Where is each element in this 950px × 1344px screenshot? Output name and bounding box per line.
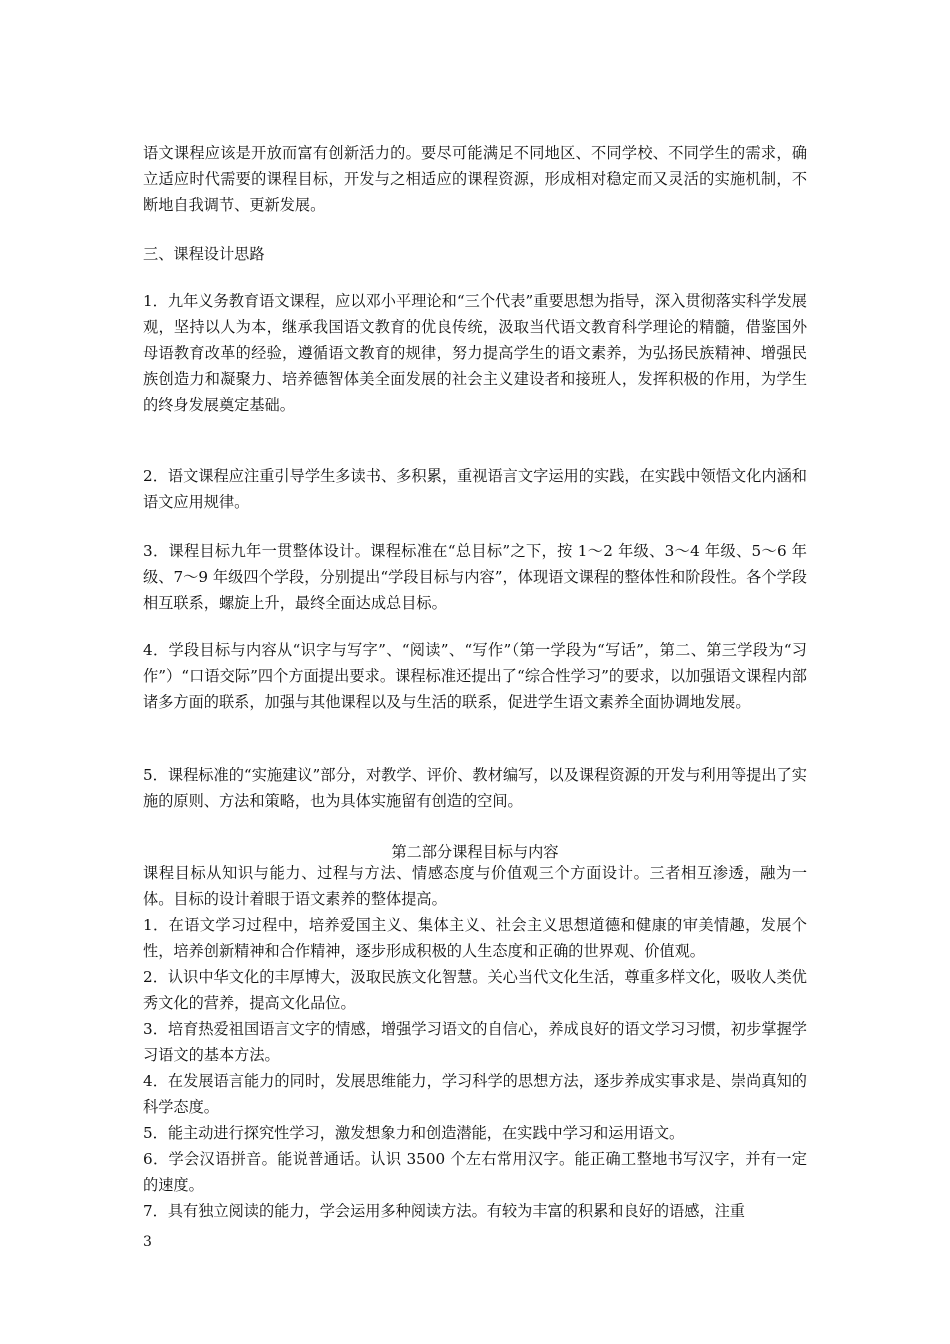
section3-heading: [143, 241, 807, 267]
goal-item: 4．在发展语言能力的同时，发展思维能力，学习科学的思想方法，逐步养成实事求是、崇尚真知的科学态度。: [143, 1072, 807, 1116]
part2-body: [143, 860, 807, 1224]
design-item-5-text: 5．课程标准的“实施建议”部分，对教学、评价、教材编写，以及课程资源的开发与利用等提出了实施的原则、方法和策略，也为具体实施留有创造的空间。: [143, 766, 807, 810]
goal-item: 3．培育热爱祖国语言文字的情感，增强学习语文的自信心，养成良好的语文学习习惯，初步掌握学习语文的基本方法。: [143, 1020, 807, 1064]
intro-paragraph: [143, 140, 807, 218]
design-item-4-text: 4．学段目标与内容从“识字与写字”、“阅读”、“写作”（第一学段为“写话”，第二、第三学段为“习作”）“口语交际”四个方面提出要求。课程标准还提出了“综合性学习”的要求，以加强语文课程内部诸多方面的联系，加强与其他课程以及与生活的联系，促进学生语文素养全面协调地发展。: [143, 641, 807, 711]
design-item-4: [143, 637, 807, 715]
goal-item: 6．学会汉语拼音。能说普通话。认识 3500 个左右常用汉字。能正确工整地书写汉字，并有一定的速度。: [143, 1150, 807, 1194]
design-item-1-text: 1．九年义务教育语文课程，应以邓小平理论和“三个代表”重要思想为指导，深入贯彻落实科学发展观，坚持以人为本，继承我国语文教育的优良传统，汲取当代语文教育科学理论的精髓，借鉴国外母语教育改革的经验，遵循语文教育的规律，努力提高学生的语文素养，为弘扬民族精神、增强民族创造力和凝聚力、培养德智体美全面发展的社会主义建设者和接班人，发挥积极的作用，为学生的终身发展奠定基础。: [143, 292, 807, 414]
goal-item: 7．具有独立阅读的能力，学会运用多种阅读方法。有较为丰富的积累和良好的语感，注重: [143, 1202, 745, 1220]
design-item-3: [143, 538, 807, 616]
goal-item: 1．在语文学习过程中，培养爱国主义、集体主义、社会主义思想道德和健康的审美情趣，发展个性，培养创新精神和合作精神，逐步形成积极的人生态度和正确的世界观、价值观。: [143, 916, 807, 960]
design-item-1: [143, 288, 807, 418]
part2-intro: 课程目标从知识与能力、过程与方法、情感态度与价值观三个方面设计。三者相互渗透，融为一体。目标的设计着眼于语文素养的整体提高。: [143, 864, 807, 908]
section3-heading-text: 三、课程设计思路: [143, 245, 265, 263]
goal-item: 2．认识中华文化的丰厚博大，汲取民族文化智慧。关心当代文化生活，尊重多样文化，吸收人类优秀文化的营养，提高文化品位。: [143, 968, 807, 1012]
intro-text: 语文课程应该是开放而富有创新活力的。要尽可能满足不同地区、不同学校、不同学生的需求，确立适应时代需要的课程目标，开发与之相适应的课程资源，形成相对稳定而又灵活的实施机制，不断地自我调节、更新发展。: [143, 144, 807, 214]
part2-title: 第二部分课程目标与内容: [391, 843, 559, 861]
design-item-3-text: 3．课程目标九年一贯整体设计。课程标准在“总目标”之下，按 1～2 年级、3～4 年级、5～6 年级、7～9 年级四个学段，分别提出“学段目标与内容”，体现语文课程的整体性和阶段性。各个学段相互联系，螺旋上升，最终全面达成总目标。: [143, 542, 807, 612]
design-item-2-text: 2．语文课程应注重引导学生多读书、多积累，重视语言文字运用的实践，在实践中领悟文化内涵和语文应用规律。: [143, 467, 807, 511]
page-number: 3: [143, 1234, 152, 1250]
goal-item: 5．能主动进行探究性学习，激发想象力和创造潜能，在实践中学习和运用语文。: [143, 1124, 685, 1142]
design-item-5: [143, 762, 807, 814]
design-item-2: [143, 463, 807, 515]
